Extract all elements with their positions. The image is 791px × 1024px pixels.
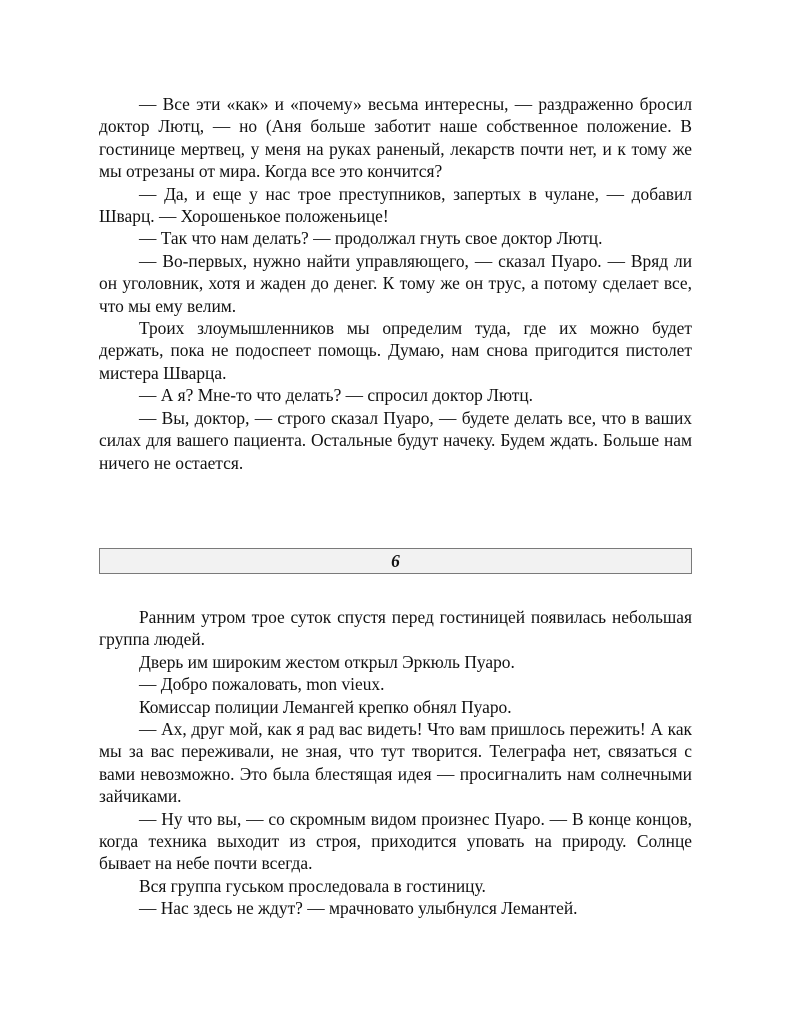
paragraph: — Все эти «как» и «почему» весьма интересны, — раздраженно бросил доктор Лютц, — но (Аня больше заботит наше собственное положение. В гостинице мертвец, у меня на руках раненый, лекарств почти нет, и к тому же мы отрезаны от мира. Когда все это кончится? (99, 94, 692, 182)
paragraph: — Вы, доктор, — строго сказал Пуаро, — будете делать все, что в ваших силах для вашего пациента. Остальные будут начеку. Будем ждать. Больше нам ничего не остается. (99, 407, 692, 473)
paragraph: — Так что нам делать? — продолжал гнуть свое доктор Лютц. (139, 228, 603, 249)
paragraph: — Нас здесь не ждут? — мрачновато улыбнулся Лемантей. (139, 898, 578, 919)
chapter-number: 6 (391, 551, 400, 571)
paragraph: Комиссар полиции Лемангей крепко обнял Пуаро. (139, 696, 512, 717)
text-section-bottom (99, 606, 692, 920)
paragraph: Троих злоумышленников мы определим туда, где их можно будет держать, пока не подоспеет помощь. Думаю, нам снова пригодится пистолет мистера Шварца. (99, 318, 692, 383)
paragraph: — Во-первых, нужно найти управляющего, — сказал Пуаро. — Вряд ли он уголовник, хотя и жаден до денег. К тому же он трус, а потому сделает все, что мы ему велим. (99, 250, 692, 316)
paragraph: — Да, и еще у нас трое преступников, запертых в чулане, — добавил Шварц. — Хорошенькое положеньице! (99, 183, 692, 227)
chapter-heading (99, 548, 692, 574)
paragraph: — А я? Мне-то что делать? — спросил доктор Лютц. (139, 385, 533, 406)
text-section-top (99, 93, 692, 474)
paragraph: — Добро пожаловать, mon vieux. (139, 674, 385, 695)
paragraph: — Ах, друг мой, как я рад вас видеть! Что вам пришлось пережить! А как мы за вас переживали, не зная, что тут творится. Телеграфа нет, связаться с вами невозможно. Это была блестящая идея — просигналить нам солнечными зайчиками. (99, 719, 692, 807)
paragraph: Вся группа гуськом проследовала в гостиницу. (139, 875, 486, 896)
paragraph: Дверь им широким жестом открыл Эркюль Пуаро. (139, 651, 515, 672)
paragraph: Ранним утром трое суток спустя перед гостиницей появилась небольшая группа людей. (99, 607, 692, 650)
paragraph: — Ну что вы, — со скромным видом произнес Пуаро. — В конце концов, когда техника выходит из строя, приходится уповать на природу. Солнце бывает на небе почти всегда. (99, 808, 692, 874)
